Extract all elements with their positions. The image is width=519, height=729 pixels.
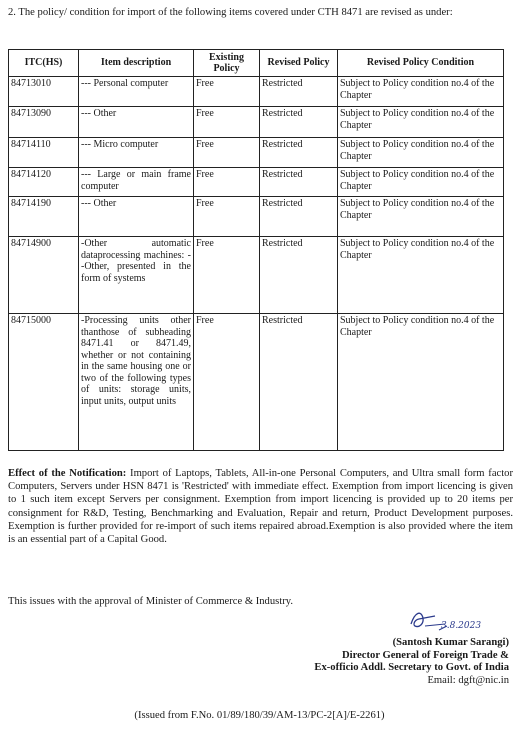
- signature-date: 3.8.2023: [441, 621, 482, 631]
- notification-text: Import of Laptops, Tablets, All-in-one Personal Computers, and Ultra small form factor Computers, Servers under HSN 8471 is 'Restricted' with immediate effect. Exemption from import licencing is given to 1 such item except Servers per consignment. Exemption from import licencing is provided up to 20 items per consignment for R&D, Testing, Benchmarking and Evaluation, Repair and return, Product Development purposes. Exemption is further provided for re-import of such items repaired abroad.Exemption is also provided where the item is an essential part of a Capital Good.: [8, 468, 513, 546]
- cell-revised: Restricted: [260, 197, 338, 237]
- table-row: [9, 197, 504, 237]
- cell-item: --- Personal computer: [79, 77, 194, 107]
- cell-item: --- Other: [79, 107, 194, 138]
- intro-paragraph: 2. The policy/ condition for import of the following items covered under CTH 8471 are revised as under:: [8, 7, 453, 18]
- cell-condition: Subject to Policy condition no.4 of the Chapter: [338, 314, 504, 451]
- cell-item: --- Large or main frame computer: [79, 168, 194, 197]
- cell-itc: 84714190: [9, 197, 79, 237]
- cell-item: -Processing units other thanthose of subheading 8471.41 or 8471.49, whether or not containing in the same housing one or two of the following types of units: storage units, input units, output units: [79, 314, 194, 451]
- header-existing: Existing Policy: [194, 50, 260, 77]
- issued-reference: (Issued from F.No. 01/89/180/39/AM-13/PC-2[A]/E-2261): [134, 710, 385, 721]
- header-itc: ITC(HS): [9, 50, 79, 77]
- cell-revised: Restricted: [260, 77, 338, 107]
- cell-item: -Other automatic dataprocessing machines: --Other, presented in the form of systems: [79, 237, 194, 314]
- cell-existing: Free: [194, 314, 260, 451]
- itc-table: [8, 49, 504, 451]
- cell-revised: Restricted: [260, 314, 338, 451]
- cell-itc: 84714110: [9, 138, 79, 168]
- cell-itc: 84713010: [9, 77, 79, 107]
- table-row: [9, 138, 504, 168]
- cell-condition: Subject to Policy condition no.4 of the Chapter: [338, 77, 504, 107]
- cell-existing: Free: [194, 107, 260, 138]
- cell-itc: 84713090: [9, 107, 79, 138]
- cell-condition: Subject to Policy condition no.4 of the Chapter: [338, 138, 504, 168]
- notification-label: Effect of the Notification:: [8, 468, 127, 479]
- approval-text: This issues with the approval of Minister of Commerce & Industry.: [8, 596, 294, 607]
- cell-revised: Restricted: [260, 138, 338, 168]
- cell-revised: Restricted: [260, 107, 338, 138]
- signatory-block: [249, 637, 509, 687]
- cell-condition: Subject to Policy condition no.4 of the Chapter: [338, 197, 504, 237]
- signatory-title: Director General of Foreign Trade &: [341, 649, 509, 661]
- cell-condition: Subject to Policy condition no.4 of the Chapter: [338, 237, 504, 314]
- table-row: [9, 77, 504, 107]
- cell-revised: Restricted: [260, 237, 338, 314]
- header-revised: Revised Policy: [260, 50, 338, 77]
- signatory-name: (Santosh Kumar Sarangi): [392, 637, 509, 648]
- signatory-title2: Ex-officio Addl. Secretary to Govt. of India: [314, 662, 509, 673]
- table-header-row: [9, 50, 504, 77]
- cell-condition: Subject to Policy condition no.4 of the Chapter: [338, 107, 504, 138]
- cell-existing: Free: [194, 138, 260, 168]
- cell-existing: Free: [194, 197, 260, 237]
- signatory-email: Email: dgft@nic.in: [427, 674, 509, 686]
- cell-existing: Free: [194, 237, 260, 314]
- header-item: Item description: [79, 50, 194, 77]
- header-condition: Revised Policy Condition: [338, 50, 504, 77]
- notification-paragraph: [8, 467, 513, 546]
- cell-existing: Free: [194, 77, 260, 107]
- table-row: [9, 314, 504, 451]
- table-row: [9, 168, 504, 197]
- cell-condition: Subject to Policy condition no.4 of the Chapter: [338, 168, 504, 197]
- cell-item: --- Micro computer: [79, 138, 194, 168]
- cell-itc: 84714120: [9, 168, 79, 197]
- cell-existing: Free: [194, 168, 260, 197]
- handwritten-signature: [405, 604, 485, 636]
- cell-itc: 84715000: [9, 314, 79, 451]
- table-row: [9, 107, 504, 138]
- cell-item: --- Other: [79, 197, 194, 237]
- cell-revised: Restricted: [260, 168, 338, 197]
- cell-itc: 84714900: [9, 237, 79, 314]
- table-row: [9, 237, 504, 314]
